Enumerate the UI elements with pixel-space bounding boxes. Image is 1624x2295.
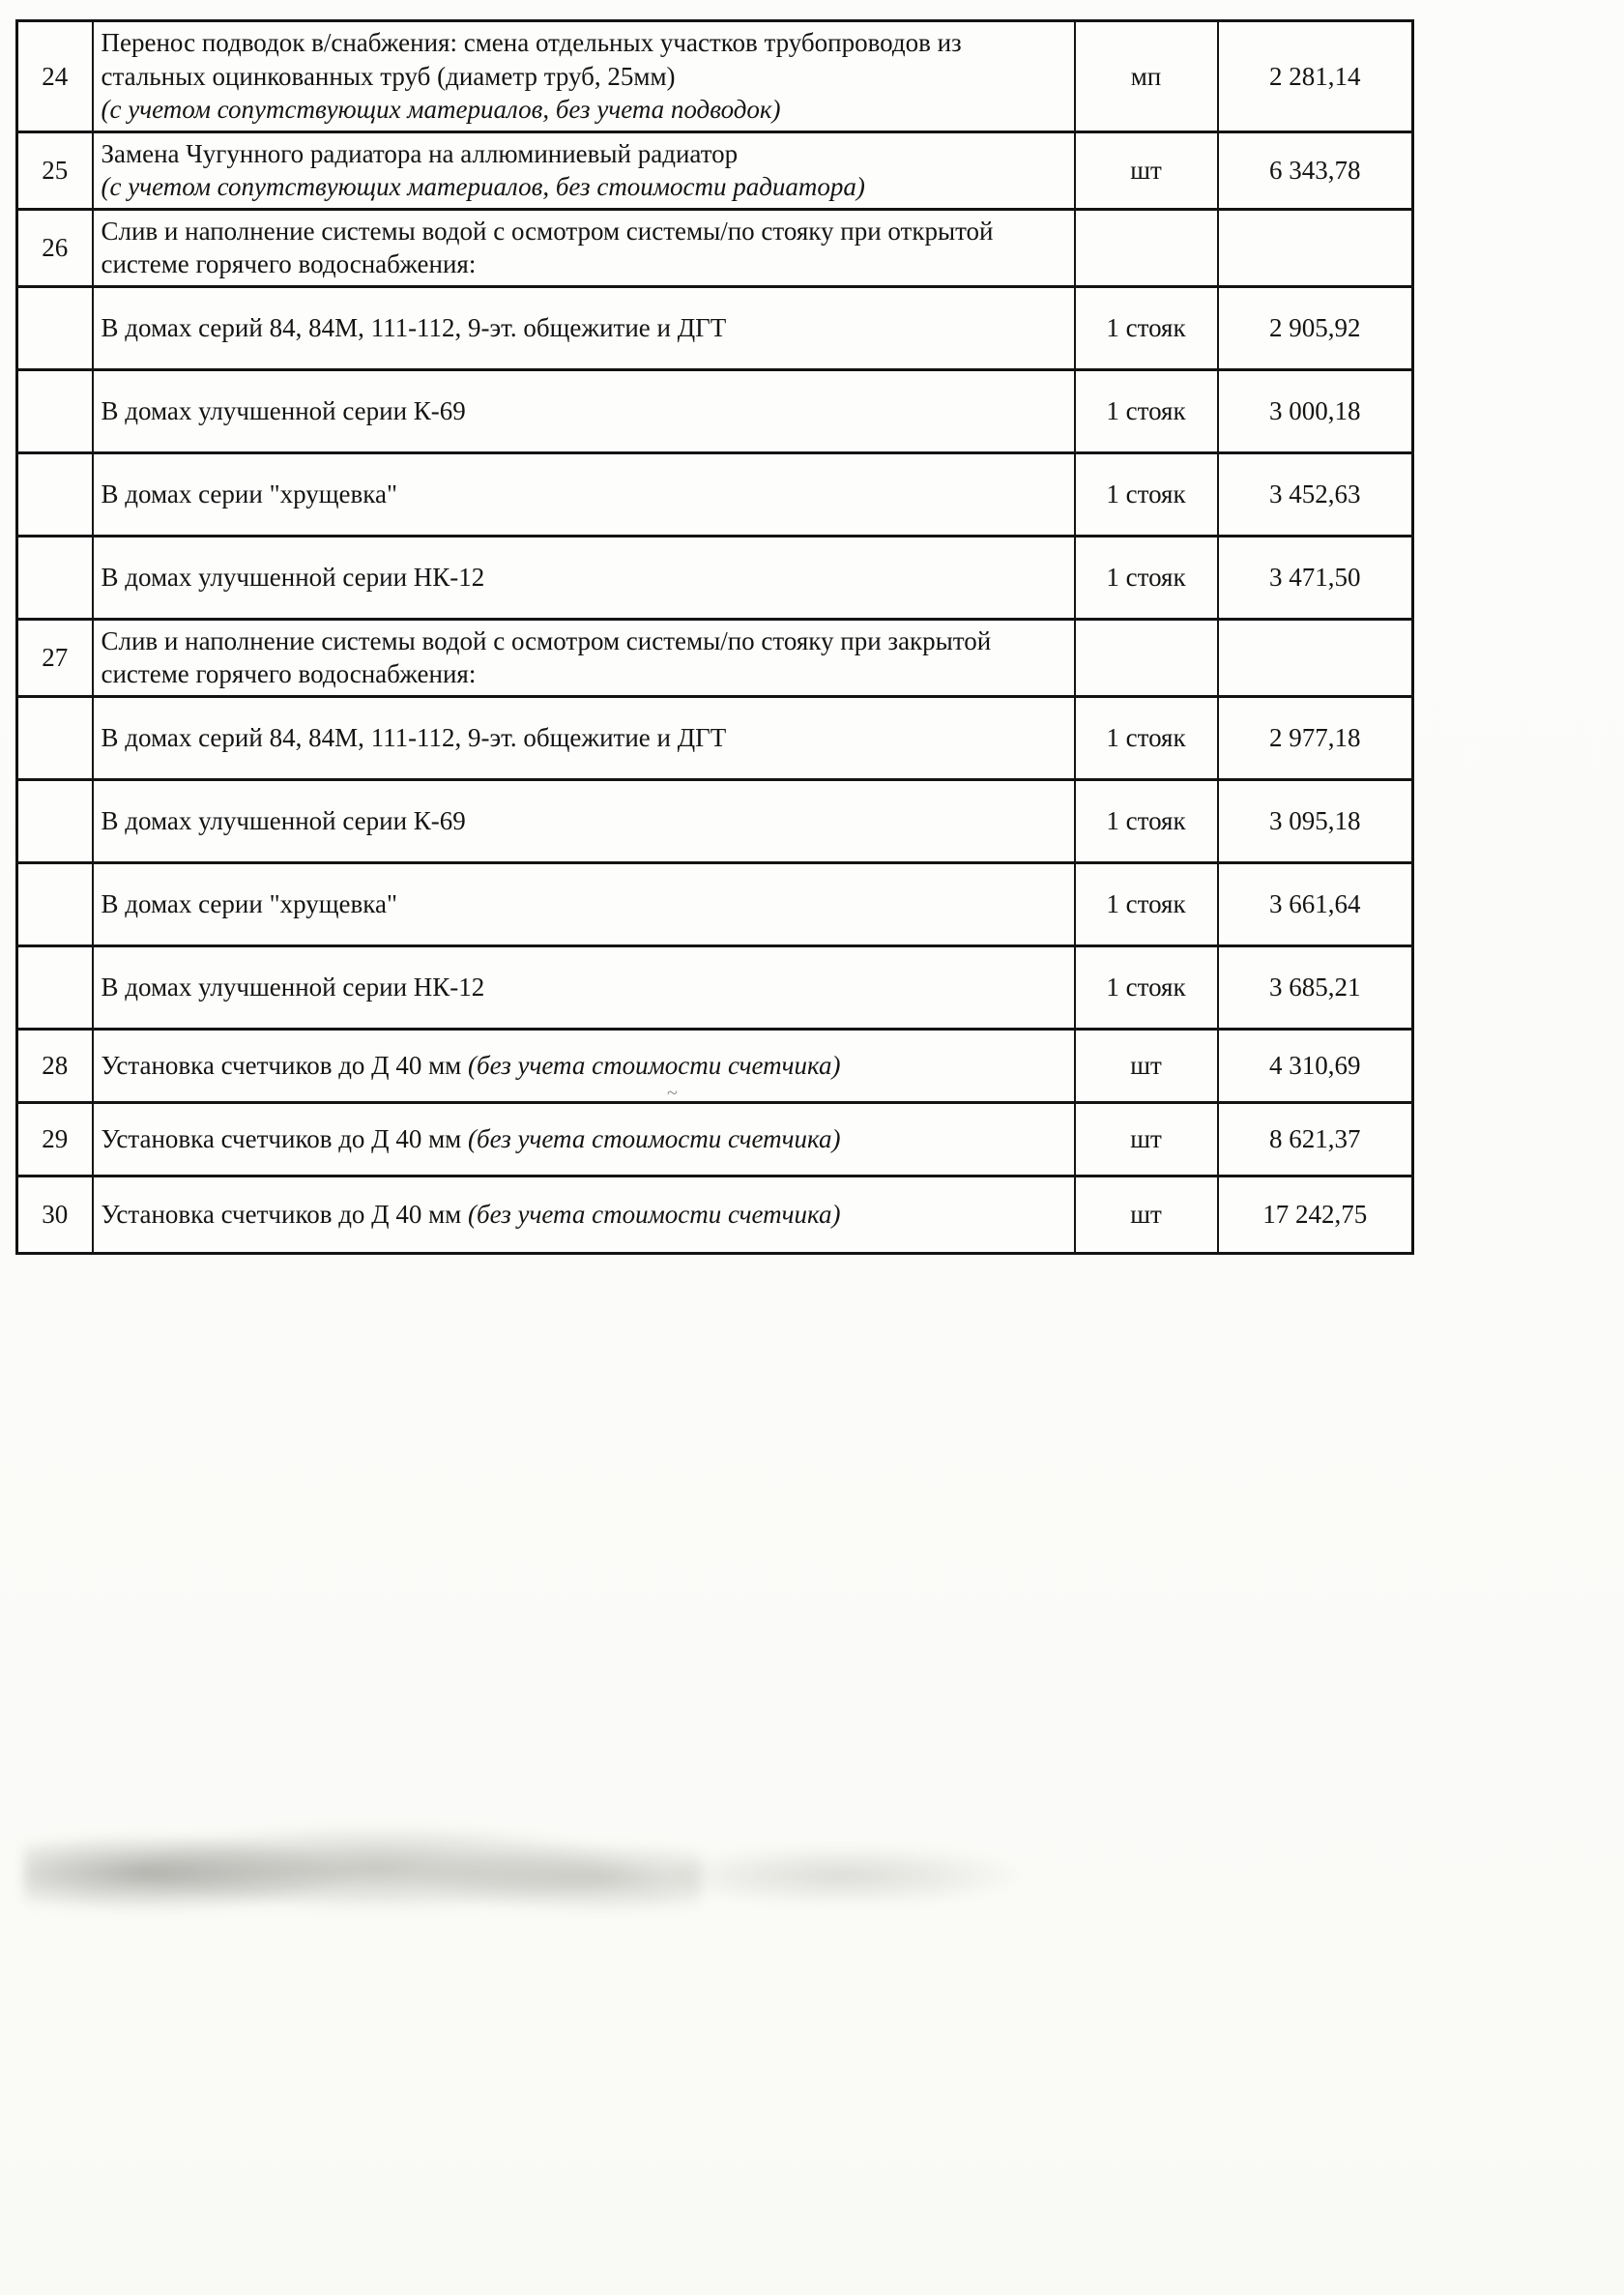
price-cell: 3 661,64: [1218, 862, 1413, 945]
description-text: Установка счетчиков до Д 40 мм: [101, 1051, 469, 1081]
description-text: Слив и наполнение системы водой с осмотром системы/по стояку при закрытой системе горячего водоснабжения:: [101, 625, 992, 689]
description-text: Установка счетчиков до Д 40 мм: [101, 1124, 469, 1154]
table-row: [17, 131, 1413, 209]
description-cell: [93, 696, 1075, 779]
unit-cell: шт: [1075, 1029, 1218, 1102]
row-number-cell: [17, 536, 93, 619]
description-cell: [93, 779, 1075, 862]
row-number-cell: 28: [17, 1029, 93, 1102]
price-list-table-body: [17, 21, 1413, 1254]
description-cell: [93, 131, 1075, 209]
row-number-cell: [17, 452, 93, 536]
price-cell: 2 281,14: [1218, 21, 1413, 132]
description-note: (без учета стоимости счетчика): [468, 1051, 841, 1081]
description-note: (без учета стоимости счетчика): [468, 1124, 841, 1154]
scan-speck: ~: [667, 1083, 678, 1104]
price-cell: 3 000,18: [1218, 369, 1413, 452]
description-cell: [93, 286, 1075, 369]
description-cell: [93, 1102, 1075, 1176]
table-row: [17, 619, 1413, 696]
price-cell: [1218, 209, 1413, 286]
row-number-cell: [17, 945, 93, 1029]
unit-cell: 1 стояк: [1075, 945, 1218, 1029]
description-cell: [93, 1176, 1075, 1253]
table-row: [17, 536, 1413, 619]
price-cell: 6 343,78: [1218, 131, 1413, 209]
unit-cell: [1075, 209, 1218, 286]
description-cell: [93, 369, 1075, 452]
unit-cell: шт: [1075, 1102, 1218, 1176]
price-list-table: [15, 19, 1414, 1255]
row-number-cell: [17, 286, 93, 369]
description-text: В домах серии "хрущевка": [101, 479, 397, 509]
table-row: [17, 369, 1413, 452]
row-number-cell: [17, 779, 93, 862]
scan-smudge: [24, 1822, 701, 1924]
description-cell: [93, 945, 1075, 1029]
unit-cell: 1 стояк: [1075, 369, 1218, 452]
unit-cell: шт: [1075, 1176, 1218, 1253]
description-text: Слив и наполнение системы водой с осмотром системы/по стояку при открытой системе горячего водоснабжения:: [101, 216, 994, 279]
price-cell: 2 977,18: [1218, 696, 1413, 779]
description-cell: [93, 619, 1075, 696]
row-number-cell: 29: [17, 1102, 93, 1176]
table-row: [17, 862, 1413, 945]
table-row: [17, 945, 1413, 1029]
price-cell: 3 452,63: [1218, 452, 1413, 536]
table-row: [17, 1176, 1413, 1253]
description-cell: [93, 452, 1075, 536]
unit-cell: 1 стояк: [1075, 696, 1218, 779]
table-row: [17, 1029, 1413, 1102]
price-cell: [1218, 619, 1413, 696]
description-cell: [93, 862, 1075, 945]
price-cell: 8 621,37: [1218, 1102, 1413, 1176]
description-text: Перенос подводок в/снабжения: смена отдельных участков трубопроводов из стальных оцинкованных труб (диаметр труб, 25мм): [101, 28, 962, 91]
table-row: [17, 21, 1413, 132]
table-row: [17, 452, 1413, 536]
description-cell: [93, 1029, 1075, 1102]
table-row: [17, 779, 1413, 862]
unit-cell: [1075, 619, 1218, 696]
description-text: В домах улучшенной серии К-69: [101, 806, 466, 836]
unit-cell: 1 стояк: [1075, 286, 1218, 369]
description-text: В домах серий 84, 84М, 111-112, 9-эт. общежитие и ДГТ: [101, 313, 727, 343]
table-row: [17, 286, 1413, 369]
table-row: [17, 1102, 1413, 1176]
row-number-cell: 24: [17, 21, 93, 132]
description-text: В домах улучшенной серии К-69: [101, 396, 466, 426]
description-text: Установка счетчиков до Д 40 мм: [101, 1200, 469, 1230]
unit-cell: 1 стояк: [1075, 452, 1218, 536]
row-number-cell: 30: [17, 1176, 93, 1253]
description-text: В домах серий 84, 84М, 111-112, 9-эт. общежитие и ДГТ: [101, 723, 727, 753]
price-cell: 2 905,92: [1218, 286, 1413, 369]
unit-cell: 1 стояк: [1075, 536, 1218, 619]
unit-cell: 1 стояк: [1075, 779, 1218, 862]
row-number-cell: 25: [17, 131, 93, 209]
unit-cell: 1 стояк: [1075, 862, 1218, 945]
description-note: (с учетом сопутствующих материалов, без стоимости радиатора): [101, 172, 865, 202]
description-note: (без учета стоимости счетчика): [468, 1200, 841, 1230]
description-cell: [93, 21, 1075, 132]
price-cell: 4 310,69: [1218, 1029, 1413, 1102]
scan-smudge: [677, 1842, 1092, 1909]
price-cell: 3 471,50: [1218, 536, 1413, 619]
description-text: В домах улучшенной серии НК-12: [101, 973, 485, 1002]
table-row: [17, 209, 1413, 286]
description-note: (с учетом сопутствующих материалов, без учета подводок): [101, 95, 781, 125]
description-text: Замена Чугунного радиатора на аллюминиевый радиатор: [101, 138, 739, 168]
row-number-cell: [17, 862, 93, 945]
row-number-cell: 27: [17, 619, 93, 696]
description-text: В домах серии "хрущевка": [101, 889, 397, 919]
description-cell: [93, 536, 1075, 619]
row-number-cell: 26: [17, 209, 93, 286]
description-text: В домах улучшенной серии НК-12: [101, 563, 485, 593]
row-number-cell: [17, 696, 93, 779]
price-cell: 17 242,75: [1218, 1176, 1413, 1253]
description-cell: [93, 209, 1075, 286]
row-number-cell: [17, 369, 93, 452]
table-row: [17, 696, 1413, 779]
price-cell: 3 095,18: [1218, 779, 1413, 862]
unit-cell: мп: [1075, 21, 1218, 132]
price-cell: 3 685,21: [1218, 945, 1413, 1029]
unit-cell: шт: [1075, 131, 1218, 209]
